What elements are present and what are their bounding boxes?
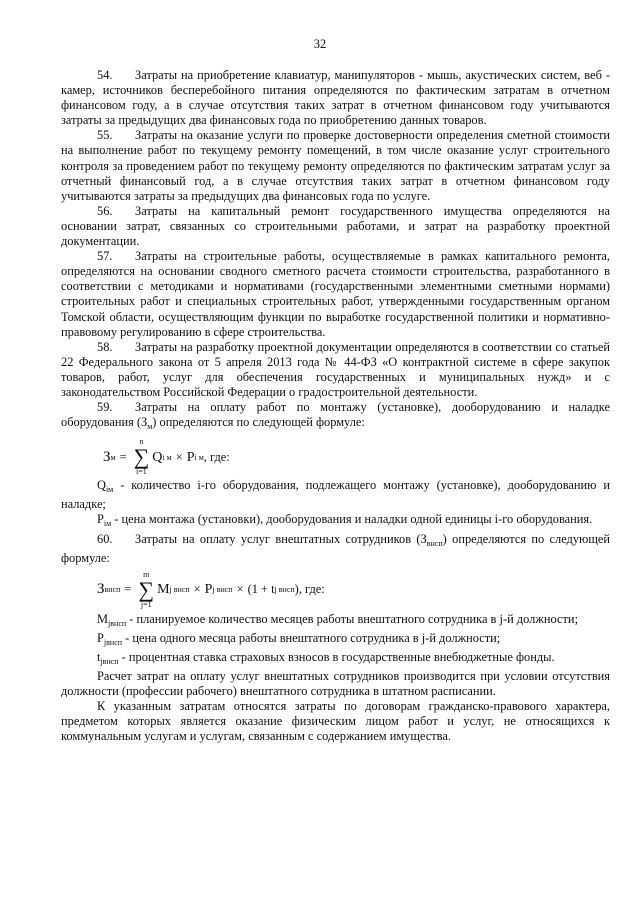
item-number: 60.	[97, 531, 113, 546]
item-number: 59.	[97, 400, 113, 415]
definition-p: $P_{iм}$ - цена монтажа (установки), дооборудования и наладки одной единицы i-го оборудования.	[97, 512, 593, 529]
sum-symbol: m ∑ j=1	[138, 569, 155, 609]
definition-q: $Q_{iм}$ - количество i-го оборудования, подлежащего монтажу (установке), дооборудованию и наладке;	[61, 478, 610, 512]
item-number: 54.	[97, 68, 113, 82]
definition-t: $t_{jвнсп}$ - процентная ставка страховых взносов в государственные внебюджетные фонды.	[97, 649, 555, 666]
paragraph-59: 59. Затраты на оплату работ по монтажу (установке), дооборудованию и наладке оборудования $(З_м)$ определяются по следующей формуле:	[61, 400, 610, 432]
definition-m: $M_{jвнсп}$ - планируемое количество месяцев работы внештатного сотрудника в j-й должности;	[97, 611, 579, 628]
paragraph-58: 58. Затраты на разработку проектной документации определяются в соответствии со статьей 22 Федерального закона от 5 апреля 2013 года № 44-ФЗ «О контрактной системе в сфере закупок товаров, работ, услуг для обеспечения государственных и муниципальных нужд» и с законодательством Российской Федерации о градостроительной деятельности.	[61, 339, 610, 399]
page-number: 32	[313, 37, 327, 51]
formula-installation-cost: З м = n ∑ i=1 Q i м × P i м , где:	[103, 437, 230, 477]
sum-symbol: n ∑ i=1	[133, 437, 150, 477]
item-number: 56.	[97, 203, 113, 218]
item-number: 55.	[97, 128, 113, 143]
paragraph-55: 55. Затраты на оказание услуги по проверке достоверности определения сметной стоимости на выполнение работ по текущему ремонту помещений, в том числе оказание услуг строительного контроля за проведением работ по текущему ремонту определяются по фактическим затратам услуг за отчетный финансовый год, а в случае отсутствия таких затрат в отчетном финансовом году учитываются затраты за предыдущих два финансовых года по услуге.	[61, 128, 610, 203]
paragraph-56: 56. Затраты на капитальный ремонт государственного имущества определяются на основании затрат, связанных со строительными работами, и затрат на разработку проектной документации.	[61, 203, 610, 249]
paragraph-60: 60. Затраты на оплату услуг внештатных сотрудников $(З_{внсп})$ определяются по следующей формуле:	[61, 531, 610, 565]
item-number: 57.	[97, 249, 113, 264]
formula-freelancer-cost: З внсп = m ∑ j=1 M j внсп × P j внсп × (1 + t j внсп ) , где:	[97, 569, 325, 609]
item-number: 58.	[97, 339, 113, 354]
definition-pj: $P_{jвнсп}$ - цена одного месяца работы внештатного сотрудника в j-й должности;	[97, 630, 501, 647]
paragraph-included-costs: К указанным затратам относятся затраты по договорам гражданско-правового характера, предметом которых является оказание физическим лицом работ и услуг, не относящихся к коммунальным услугам и услугам, связанным с содержанием имущества.	[61, 699, 610, 744]
paragraph-calculation-condition: Расчет затрат на оплату услуг внештатных сотрудников производится при условии отсутствия должности (профессии рабочего) внештатного сотрудника в штатном расписании.	[61, 669, 610, 699]
paragraph-57: 57. Затраты на строительные работы, осуществляемые в рамках капитального ремонта, определяются на основании сводного сметного расчета стоимости строительства, разработанного в соответствии с методиками и нормативами (государственными элементными сметными нормами) строительных работ и специальных строительных работ, утвержденными государственным органом Томской области, осуществляющим функции по выработке государственной политики и нормативно-правовому регулированию в сфере строительства.	[61, 249, 610, 339]
paragraph-54: 54. Затраты на приобретение клавиатур, манипуляторов - мышь, акустических систем, веб - камер, источников бесперебойного питания определяются по фактическим затратам в отчетном финансовом году, а в случае отсутствия таких затрат в отчетном финансовом году учитываются затраты за предыдущих два финансовых года по приобретению данных товаров.	[61, 68, 610, 128]
document-body	[61, 68, 610, 744]
